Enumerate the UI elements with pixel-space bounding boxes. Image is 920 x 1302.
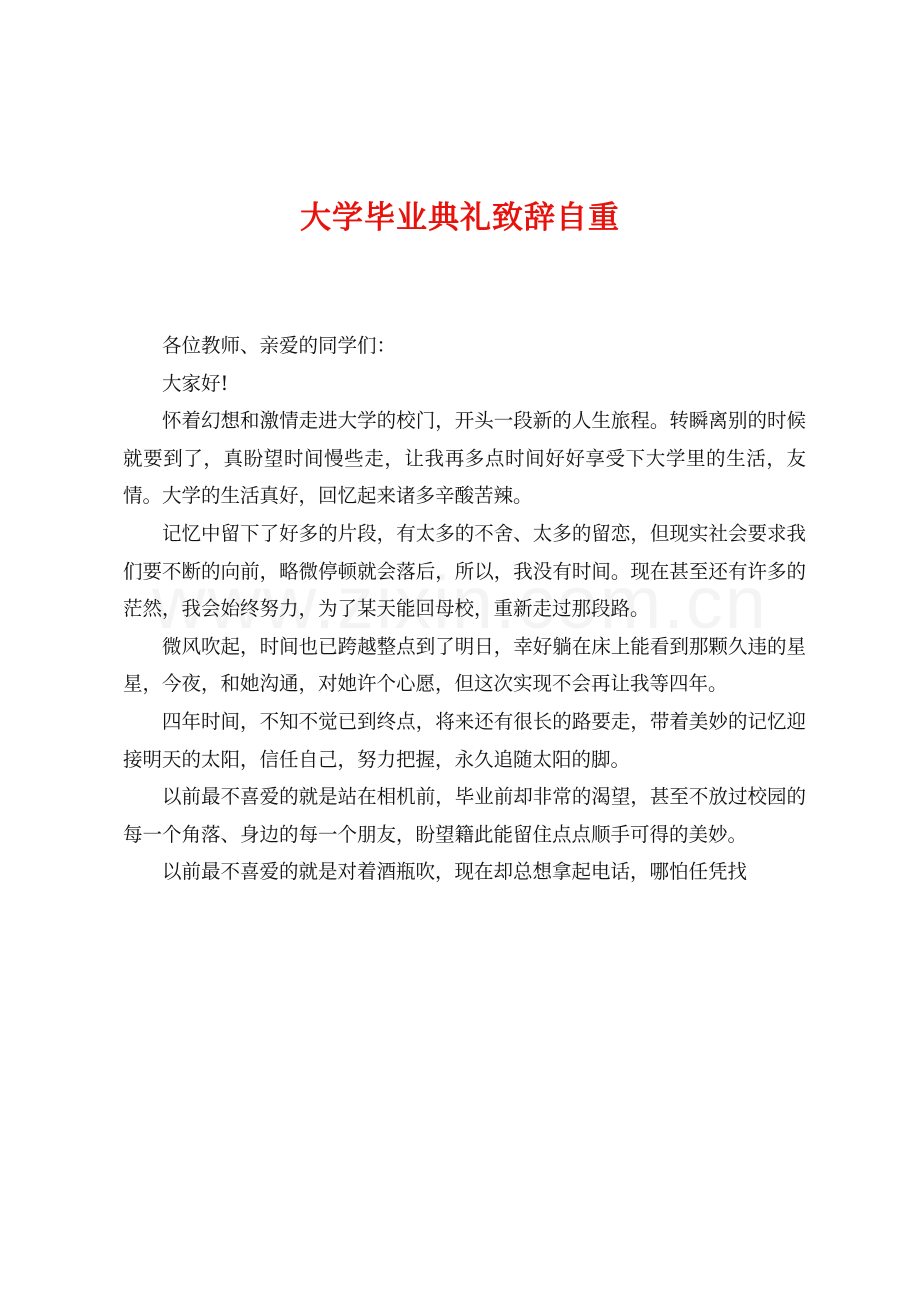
paragraph: 以前最不喜爱的就是站在相机前，毕业前却非常的渴望，甚至不放过校园的每一个角落、身边的每一个朋友，盼望籍此能留住点点顺手可得的美妙。 bbox=[123, 785, 806, 846]
greeting: 大家好! bbox=[162, 371, 229, 395]
paragraph: 四年时间，不知不觉已到终点，将来还有很长的路要走，带着美妙的记忆迎接明天的太阳，信任自己，努力把握，永久追随太阳的脚。 bbox=[123, 709, 806, 771]
paragraph: 以前最不喜爱的就是对着酒瓶吹，现在却总想拿起电话，哪怕任凭找 bbox=[162, 860, 748, 884]
paragraph: 怀着幻想和激情走进大学的校门，开头一段新的人生旅程。转瞬离别的时候就要到了，真盼望时间慢些走，让我再多点时间好好享受下大学里的生活，友情。大学的生活真好，回忆起来诸多辛酸苦辣。 bbox=[123, 409, 806, 508]
document-title: 大学毕业典礼致辞自重 bbox=[300, 200, 620, 236]
paragraph: 记忆中留下了好多的片段，有太多的不舍、太多的留恋，但现实社会要求我们要不断的向前，略微停顿就会落后，所以，我没有时间。现在甚至还有许多的茫然，我会始终努力，为了某天能回母校，重新走过那段路。 bbox=[123, 521, 806, 621]
document-body bbox=[123, 327, 806, 891]
salutation: 各位教师、亲爱的同学们： bbox=[162, 334, 397, 357]
paragraph: 微风吹起，时间也已跨越整点到了明日，幸好躺在床上能看到那颗久违的星星，今夜，和她沟通，对她许个心愿，但这次实现不会再让我等四年。 bbox=[123, 634, 806, 696]
